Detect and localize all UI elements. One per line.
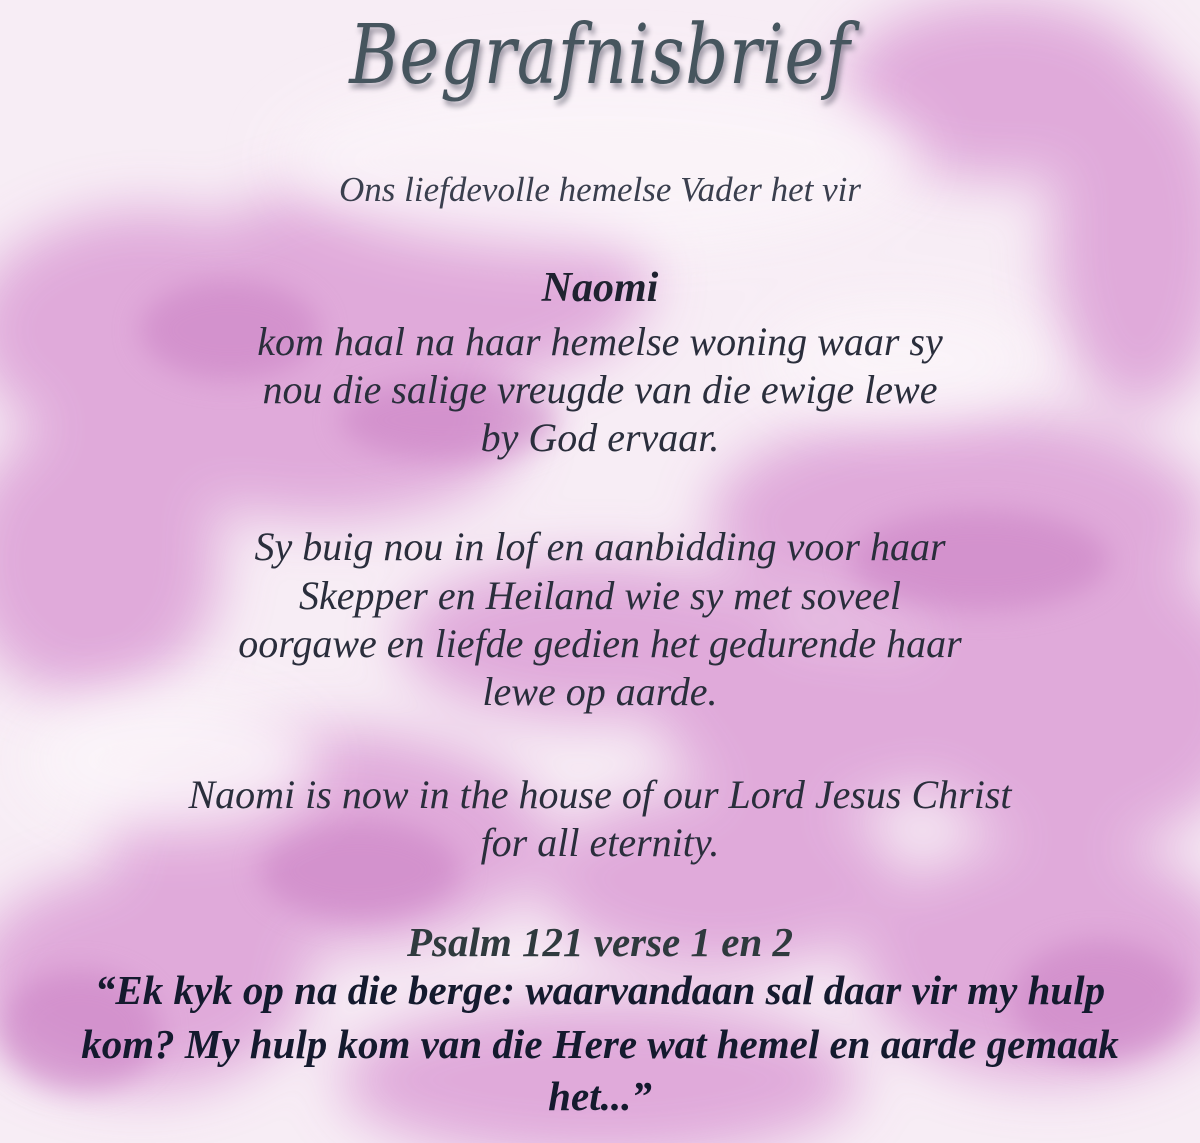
verse-line: het...” [548, 1073, 652, 1119]
paragraph1-line: nou die salige vreugde van die ewige lewe [262, 367, 938, 412]
paragraph3-line: Naomi is now in the house of our Lord Jesus Christ [188, 772, 1012, 817]
paragraph1-line: kom haal na haar hemelse woning waar sy [257, 319, 943, 364]
deceased-name: Naomi [541, 265, 659, 311]
psalm-reference: Psalm 121 verse 1 en 2 [406, 919, 794, 965]
paragraph2-line: oorgawe en liefde gedien het gedurende haar [238, 621, 962, 666]
page-title: Begrafnisbrief [349, 8, 851, 103]
paragraph2-line: lewe op aarde. [482, 669, 718, 714]
verse-line: kom? My hulp kom van die Here wat hemel en aarde gemaak [81, 1021, 1119, 1067]
paragraph3-line: for all eternity. [480, 820, 720, 865]
verse-line: “Ek kyk op na die berge: waarvandaan sal daar vir my hulp [94, 967, 1106, 1013]
intro-line: Ons liefdevolle hemelse Vader het vir [339, 170, 861, 209]
paragraph2-line: Skepper en Heiland wie sy met soveel [298, 573, 901, 618]
paragraph2-line: Sy buig nou in lof en aanbidding voor haar [254, 524, 946, 569]
paragraph1-line: by God ervaar. [480, 415, 720, 460]
